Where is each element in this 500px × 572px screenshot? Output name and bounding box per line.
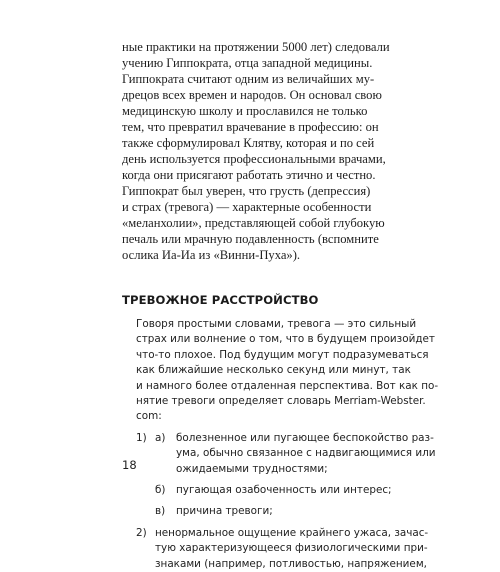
text-line: com:: [136, 410, 162, 423]
text-line: как ближайшие несколько секунд или минут, так: [136, 364, 411, 377]
text-line: пугающая озабоченность или интерес;: [176, 484, 392, 496]
text-line: ожидаемыми трудностями;: [176, 462, 328, 475]
text-line: Гиппократ был уверен, что грусть (депрессия): [122, 184, 371, 198]
definition-1a: [176, 431, 436, 477]
definition-1b: [176, 483, 392, 498]
text-line: ума, обычно связанное с надвигающимися или: [176, 447, 436, 460]
text-line: также сформулировал Клятву, которая и по сей: [122, 136, 375, 150]
page-number: 18: [122, 458, 137, 472]
text-line: день используется профессиональными врачами,: [122, 152, 386, 166]
text-line: страх или волнение о том, что в будущем произойдет: [136, 333, 435, 346]
text-line: ненормальное ощущение крайнего ужаса, зачас-: [155, 526, 429, 539]
text-line: «меланхолии», представляющей собой глубокую: [122, 216, 385, 230]
text-line: болезненное или пугающее беспокойство раз-: [176, 431, 434, 444]
text-line: ослика Иа-Иа из «Винни-Пуха»).: [122, 248, 301, 262]
body-paragraph: [122, 39, 390, 263]
list-number-2: 2): [136, 526, 147, 539]
list-letter-a: а): [155, 431, 166, 444]
list-number-1: 1): [136, 431, 147, 444]
list-letter-c: в): [155, 505, 166, 518]
text-line: знаками (например, потливостью, напряжением,: [155, 557, 427, 570]
text-line: ные практики на протяжении 5000 лет) следовали: [122, 40, 390, 54]
text-line: когда они присягают работать этично и честно.: [122, 168, 376, 182]
section-heading: ТРЕВОЖНОЕ РАССТРОЙСТВО: [122, 293, 319, 307]
text-line: учению Гиппократа, отца западной медицины.: [122, 56, 373, 70]
text-line: печаль или мрачную подавленность (вспомните: [122, 232, 379, 246]
text-line: и страх (тревога) — характерные особенности: [122, 200, 372, 214]
text-line: и намного более отдаленная перспектива. Вот как по-: [136, 379, 439, 392]
text-line: Гиппократа считают одним из величайших му-: [122, 72, 375, 86]
text-line: тую характеризующееся физиологическими при-: [155, 542, 428, 555]
definition-1c: [176, 504, 273, 519]
intro-paragraph: [136, 317, 438, 425]
text-line: Говоря простыми словами, тревога — это сильный: [136, 318, 417, 330]
definition-2: [155, 526, 428, 572]
text-line: дрецов всех времен и народов. Он основал свою: [122, 88, 382, 102]
text-line: причина тревоги;: [176, 505, 273, 518]
text-line: тем, что превратил врачевание в профессию: он: [122, 120, 379, 134]
text-line: нятие тревоги определяет словарь Merriam-Webster.: [136, 394, 426, 407]
text-line: что-то плохое. Под будущим могут подразумеваться: [136, 348, 429, 361]
text-line: медицинскую школу и прославился не только: [122, 104, 368, 118]
list-letter-b: б): [155, 484, 166, 496]
